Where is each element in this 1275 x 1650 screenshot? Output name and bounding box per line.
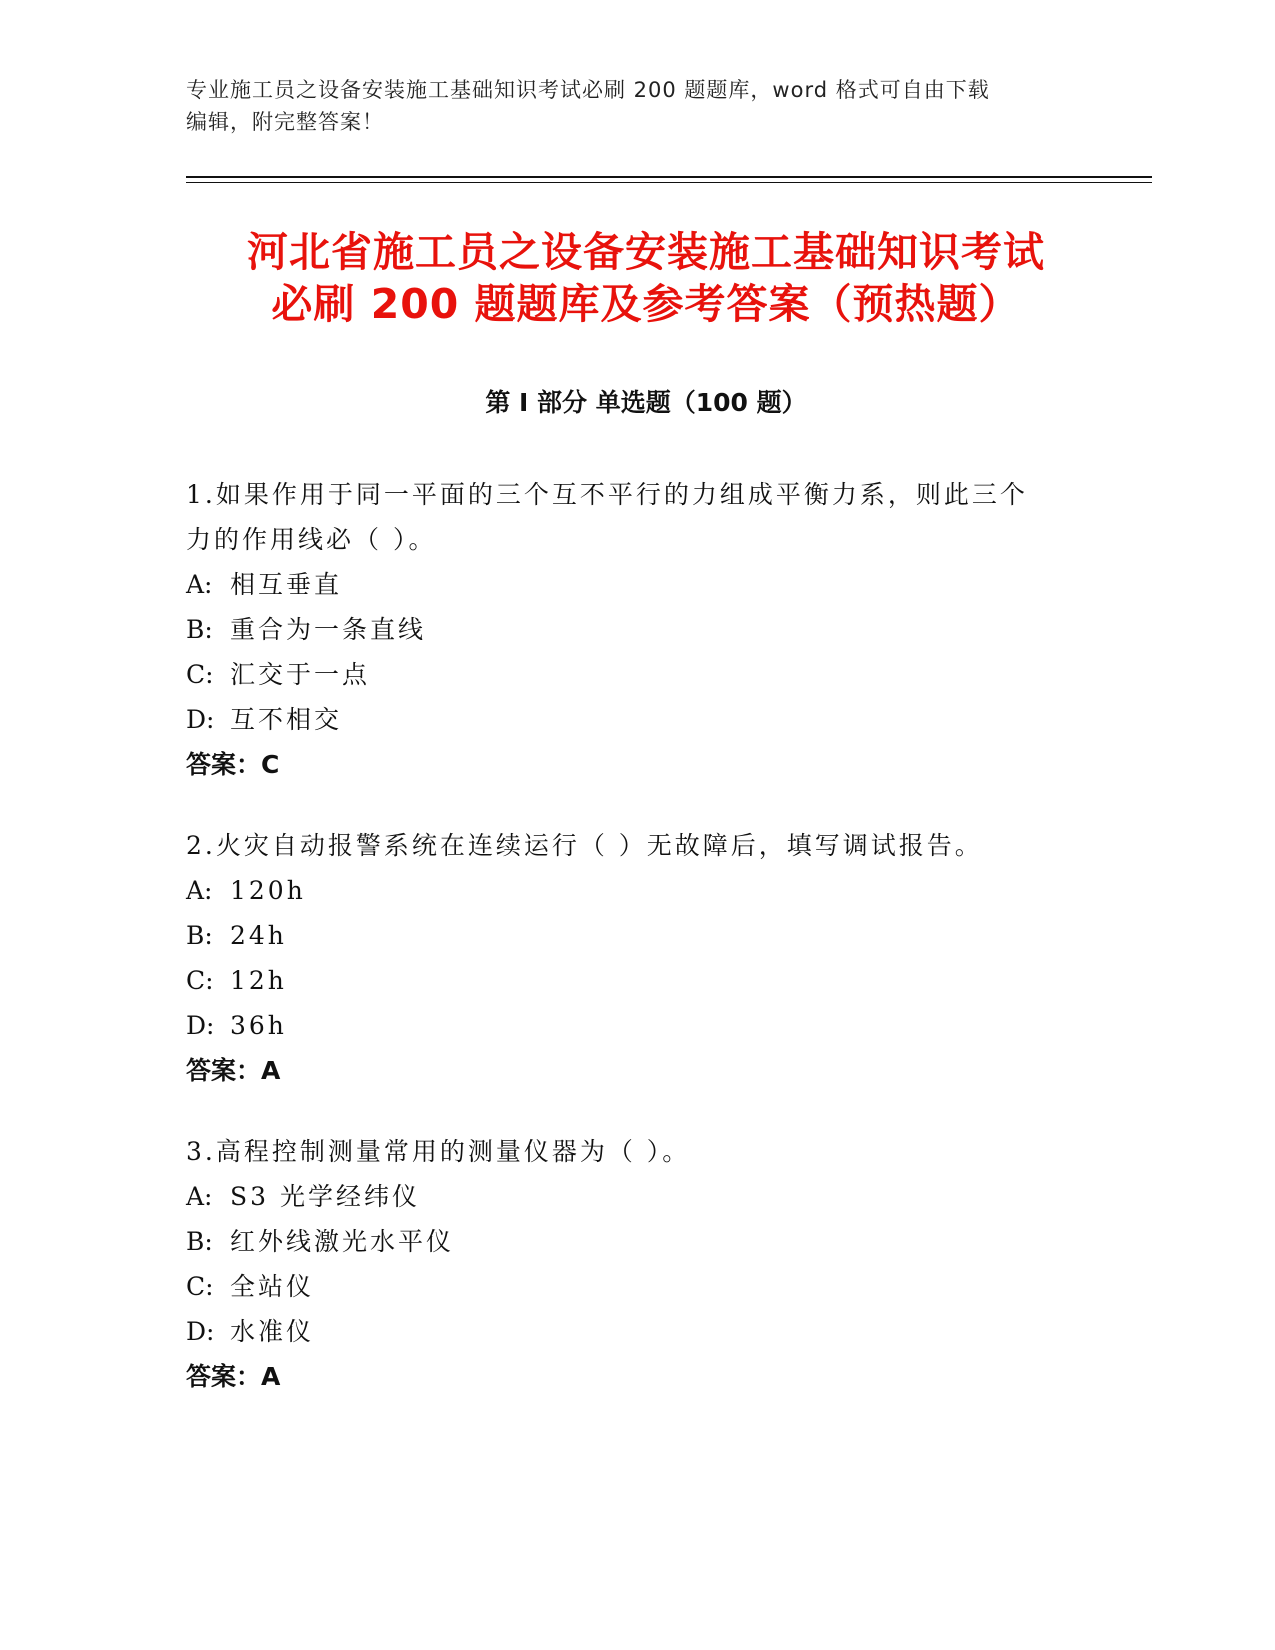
answer-label: 答案：C: [186, 750, 280, 779]
answer-label: 答案：A: [186, 1056, 281, 1085]
option-letter: D:: [186, 705, 215, 734]
document-title-line-1: 河北省施工员之设备安装施工基础知识考试: [247, 228, 1045, 276]
option-letter: A:: [186, 1182, 213, 1211]
question-text-line-1: 1.如果作用于同一平面的三个互不平行的力组成平衡力系，则此三个: [186, 480, 1028, 509]
question-text-line-1: 3.高程控制测量常用的测量仪器为（ ）。: [186, 1137, 691, 1166]
answer-label: 答案：A: [186, 1362, 281, 1391]
option-letter: B:: [186, 615, 213, 644]
option-c: [186, 652, 1086, 697]
option-d: [186, 1309, 1086, 1354]
option-letter: B:: [186, 921, 213, 950]
option-letter: D:: [186, 1317, 215, 1346]
option-c: [186, 1264, 1086, 1309]
option-text: 汇交于一点: [230, 660, 371, 689]
header-divider-thin: [186, 182, 1152, 183]
option-text: 全站仪: [230, 1272, 315, 1301]
option-letter: D:: [186, 1011, 215, 1040]
question-list: [186, 472, 1086, 1435]
option-text: 相互垂直: [230, 570, 343, 599]
option-text: 120h: [230, 876, 306, 905]
header-note-line-1: 专业施工员之设备安装施工基础知识考试必刷 200 题题库，word 格式可自由下载: [186, 78, 990, 102]
option-b: [186, 607, 1086, 652]
option-letter: C:: [186, 660, 214, 689]
header-note: [186, 74, 1066, 138]
option-c: [186, 958, 1086, 1003]
option-text: 12h: [230, 966, 287, 995]
option-text: 水准仪: [230, 1317, 315, 1346]
question-2: [186, 823, 1086, 1093]
option-letter: A:: [186, 570, 213, 599]
option-a: [186, 1174, 1086, 1219]
header-note-line-2: 编辑，附完整答案！: [186, 110, 384, 134]
option-text: 24h: [230, 921, 287, 950]
option-d: [186, 697, 1086, 742]
document-title-line-2: 必刷 200 题题库及参考答案（预热题）: [271, 280, 1021, 328]
option-letter: C:: [186, 966, 214, 995]
option-d: [186, 1003, 1086, 1048]
option-text: 重合为一条直线: [230, 615, 427, 644]
option-letter: B:: [186, 1227, 213, 1256]
option-a: [186, 562, 1086, 607]
header-divider-thick: [186, 176, 1152, 178]
option-text: 36h: [230, 1011, 287, 1040]
question-text-line-1: 2.火灾自动报警系统在连续运行（ ）无故障后，填写调试报告。: [186, 831, 983, 860]
option-text: 红外线激光水平仪: [230, 1227, 455, 1256]
option-text: S3 光学经纬仪: [230, 1182, 420, 1211]
option-letter: C:: [186, 1272, 214, 1301]
option-letter: A:: [186, 876, 213, 905]
question-1: [186, 472, 1086, 787]
option-a: [186, 868, 1086, 913]
option-b: [186, 1219, 1086, 1264]
option-b: [186, 913, 1086, 958]
document-title: [186, 226, 1106, 330]
section-heading: 第 I 部分 单选题（100 题）: [485, 388, 807, 417]
question-text-line-2: 力的作用线必（ ）。: [186, 525, 437, 554]
question-3: [186, 1129, 1086, 1399]
option-text: 互不相交: [230, 705, 343, 734]
